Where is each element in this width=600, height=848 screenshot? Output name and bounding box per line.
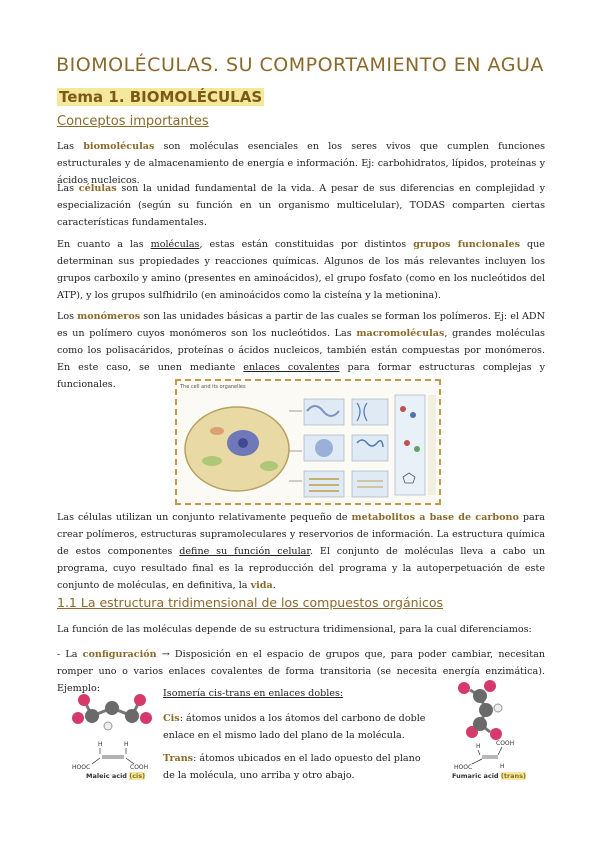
paragraph-biomoleculas: Las biomoléculas son moléculas esenciales en los seres vivos que cumplen funciones estructurales y de almacenamiento de energía e información. Ej: carbohidratos, lípidos, proteínas y ácidos nucleicos. (57, 141, 545, 186)
paragraph-moleculas: En cuanto a las moléculas, estas están constituidas por distintos grupos funcionales que determinan sus propiedades y reacciones químicas. Algunos de los más relevantes incluyen los grupos carboxilo y amino (presentes en aminoácidos), el grupo fosfato (como en los nucleótidos del ATP), y los grupos sulfhidrilo (en aminoácidos como la cisteína y la metionina). (57, 239, 545, 301)
maleic-right-group: COOH (130, 764, 149, 770)
section-heading: Tema 1. BIOMOLÉCULAS (59, 88, 263, 106)
svg-text:H: H (500, 763, 505, 770)
fumaric-acid-structure (452, 738, 532, 772)
cell-hierarchy-figure (175, 379, 441, 505)
cell-hierarchy-illustration (177, 381, 439, 503)
subsection-heading-3d: 1.1 La estructura tridimensional de los compuestos orgánicos (57, 595, 444, 610)
document-title: BIOMOLÉCULAS. SU COMPORTAMIENTO EN AGUA (56, 54, 544, 76)
paragraph-celulas: Las células son la unidad fundamental de la vida. A pesar de sus diferencias en complejidad y especialización (según su función en un organismo multicelular), TODAS comparten ciertas características fundamentales. (57, 183, 545, 228)
svg-text:H: H (98, 741, 103, 748)
subsection-heading: Conceptos importantes (57, 114, 209, 129)
maleic-acid-structure (68, 738, 158, 770)
fumaric-acid-ball-model (450, 680, 520, 740)
trans-definition: Trans: átomos ubicados en el lado opuesto del plano de la molécula, uno arriba y otro abajo. (163, 753, 421, 781)
paragraph-funcion: La función de las moléculas depende de su estructura tridimensional, para la cual diferenciamos: (57, 624, 532, 635)
maleic-acid-caption: Maleic acid (cis) (86, 772, 146, 780)
svg-text:H: H (124, 741, 129, 748)
paragraph-metabolitos: Las células utilizan un conjunto relativamente pequeño de metabolitos a base de carbono para crear polímeros, estructuras supramoleculares y reservorios de información. La estructura química de estos componentes define su función celular. El conjunto de moléculas lleva a cabo un programa, cuyo resultado final es la reproducción del programa y la autoperpetuación de este conjunto de moléculas, en definitiva, la vida. (57, 512, 546, 591)
paragraph-monomeros: Los monómeros son las unidades básicas a partir de las cuales se forman los polímeros. Ej: el ADN es un polímero cuyos monómeros son los nucleótidos. Las macromoléculas, grandes moléculas como los polisacáridos, proteínas o ácidos nucleicos, también están compuestas por monómeros. En este caso, se unen mediante enlaces covalentes para formar estructuras complejas y funcionales. (57, 311, 546, 390)
maleic-acid-ball-model (68, 686, 158, 734)
cis-definition: Cis: átomos unidos a los átomos del carbono de doble enlace en el mismo lado del plano de la molécula. (163, 713, 426, 741)
svg-text:H: H (476, 743, 481, 750)
paragraph-configuracion: - La configuración → Disposición en el espacio de grupos que, para poder cambiar, necesitan romper uno o varios enlaces covalentes de forma transitoria (se necesita energía enzimática). Ejemplo: (57, 649, 546, 694)
figure-label: The cell and its organelles (180, 384, 246, 390)
isomeria-title: Isomería cis-trans en enlaces dobles: (163, 688, 344, 699)
maleic-left-group: HOOC (72, 764, 91, 770)
fumaric-top-group: COOH (496, 740, 515, 747)
fumaric-bottom-group: HOOC (454, 764, 473, 771)
fumaric-acid-caption: Fumaric acid (trans) (452, 772, 526, 780)
